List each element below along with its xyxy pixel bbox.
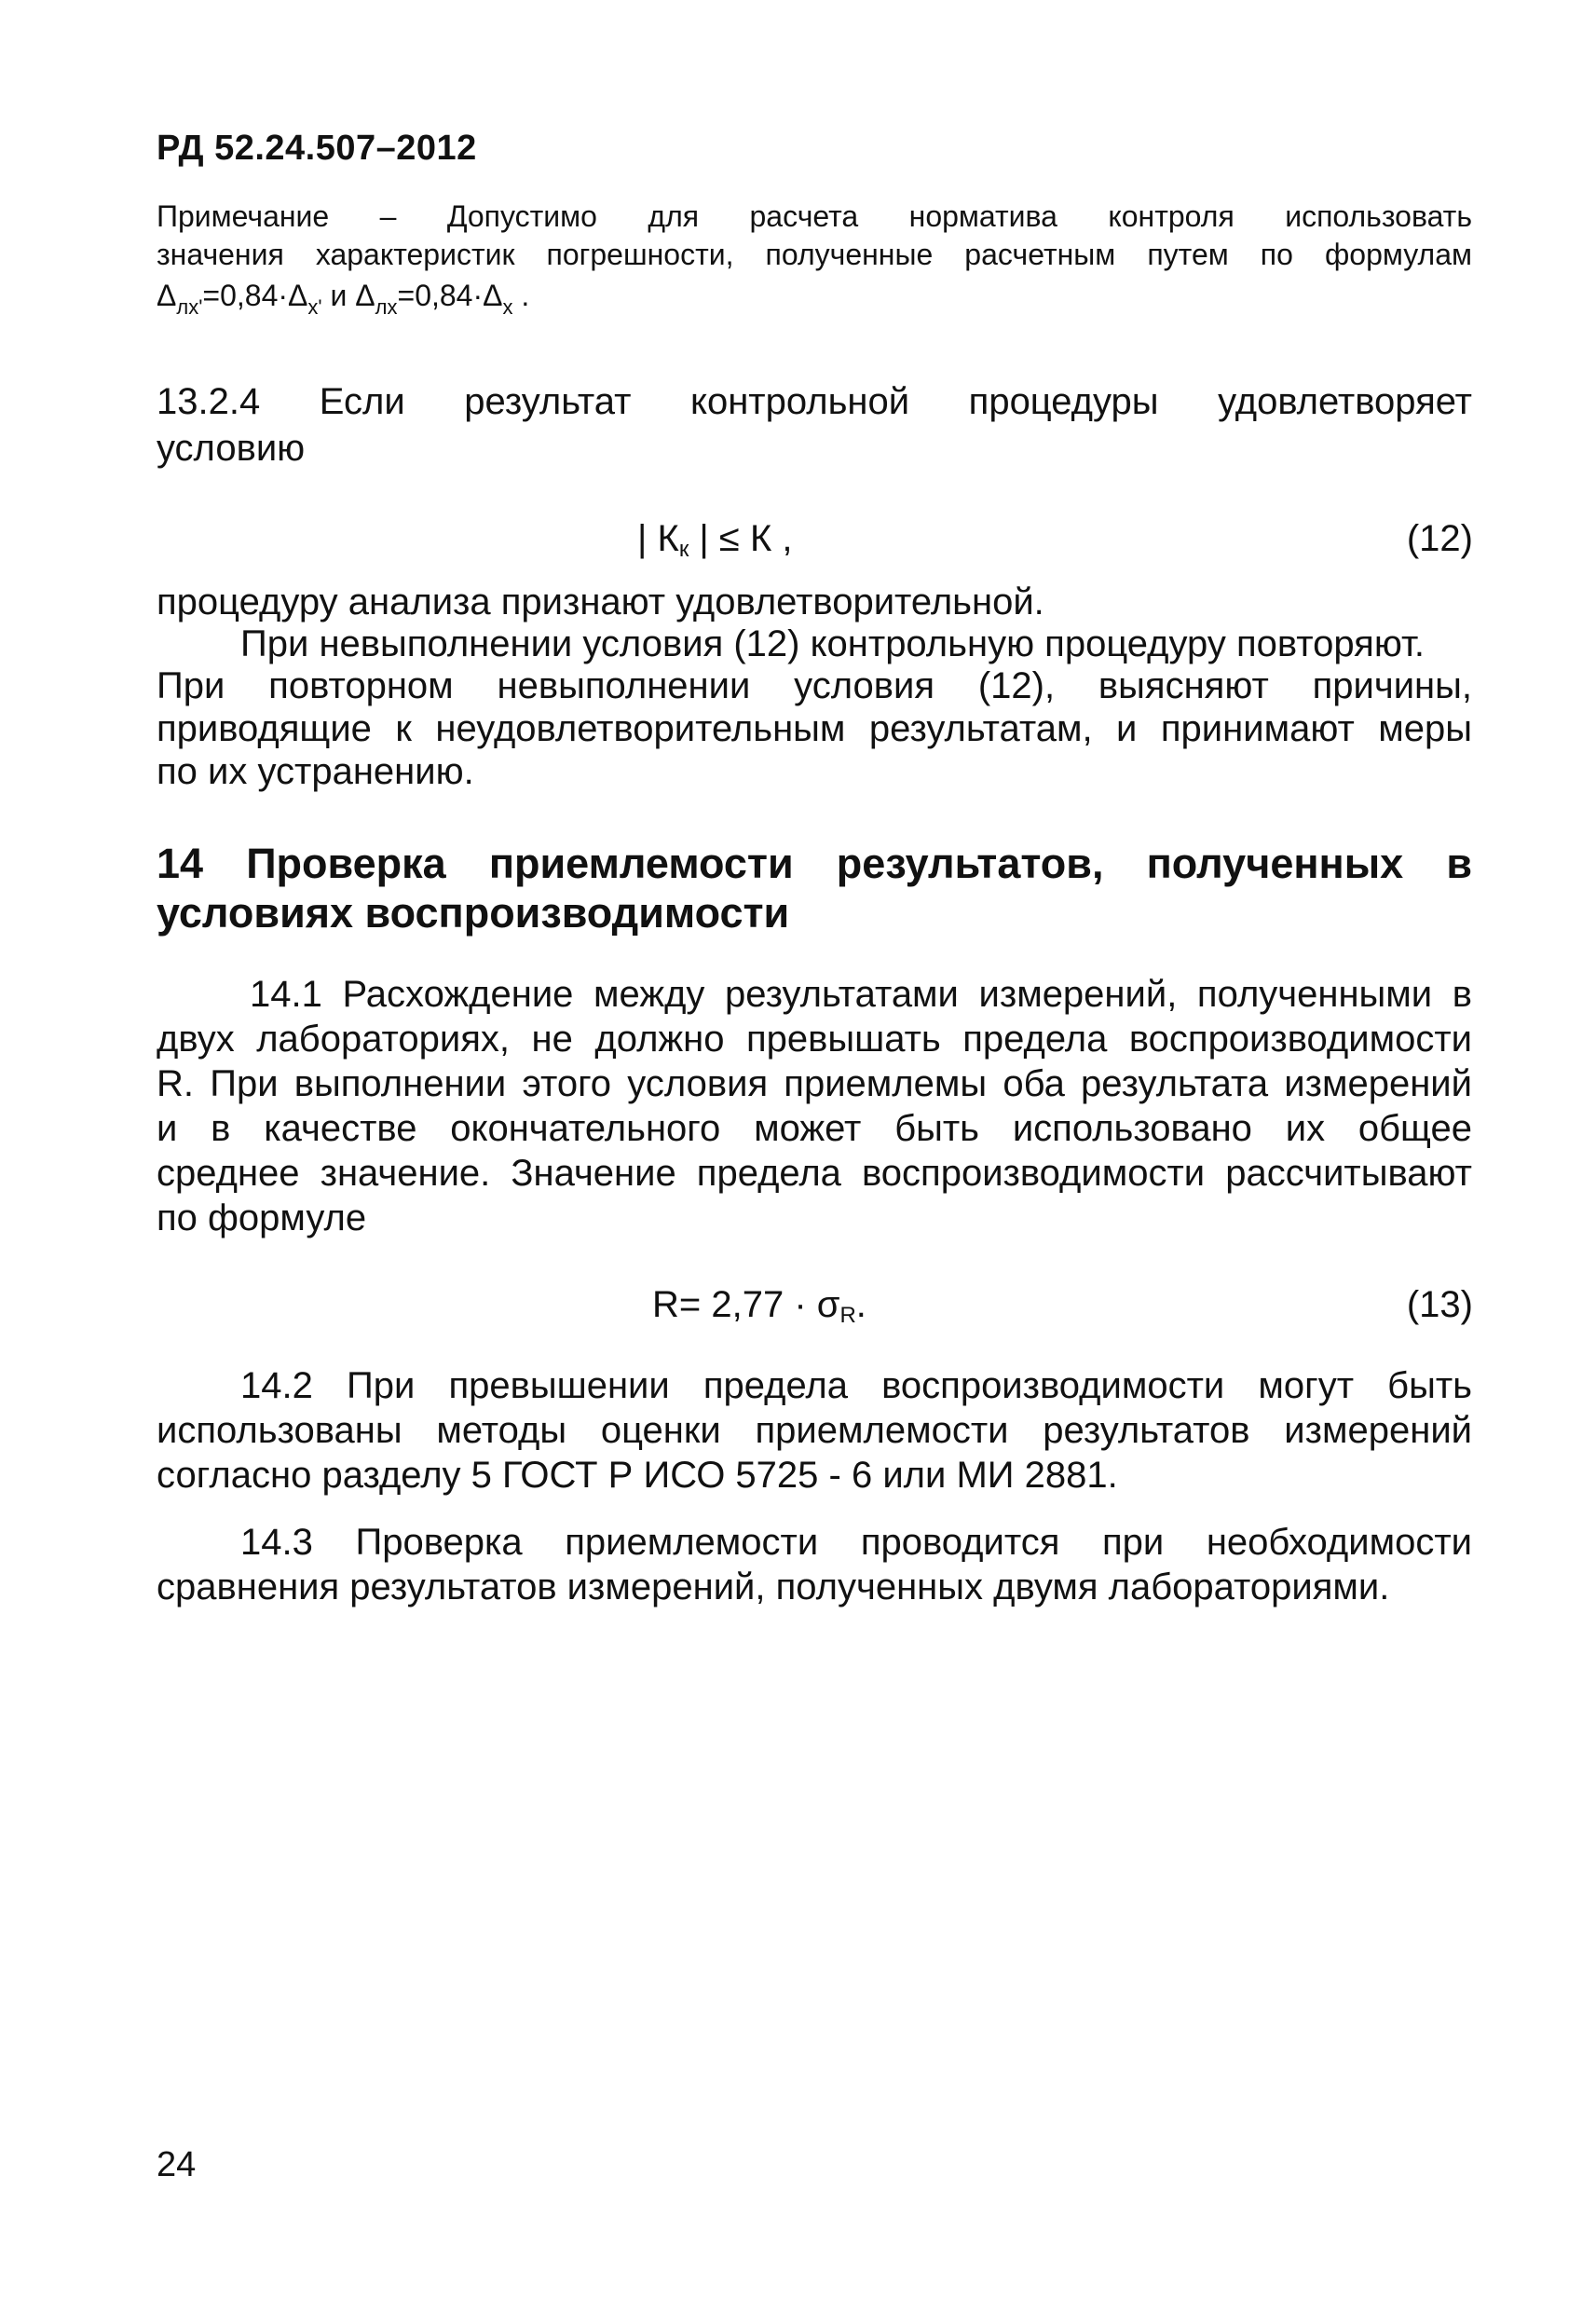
section-14-heading-line-1: 14 Проверка приемлемости результатов, полученных в [157, 840, 1472, 887]
paragraph-14-2-line-2: использованы методы оценки приемлемости результатов измерений [157, 1410, 1472, 1451]
formula-12-number: (12) [1406, 518, 1473, 559]
paragraph-14-2 [157, 1364, 1472, 1498]
delta2-subscript: лх [375, 295, 398, 319]
formula-12-subscript: к [678, 537, 689, 562]
paragraph-14-3 [157, 1521, 1472, 1610]
repeat-paragraph-line-1: При невыполнении условия (12) контрольную процедуру повторяют. [240, 623, 1425, 664]
section-14-heading [157, 839, 1472, 937]
formula-13-number: (13) [1406, 1284, 1473, 1325]
delta2-rhs-symbol: Δ [483, 279, 503, 312]
repeat-paragraph [157, 664, 1472, 793]
paragraph-14-1-line-2: двух лабораториях, не должно превышать предела воспроизводимости [157, 1019, 1472, 1060]
paragraph-14-1-line-5: среднее значение. Значение предела воспроизводимости рассчитывают [157, 1153, 1472, 1194]
page-number: 24 [157, 2145, 197, 2184]
delta2-symbol: Δ [355, 279, 375, 312]
section-13-2-4-conclusion: процедуру анализа признают удовлетворительной. [157, 581, 1044, 622]
document-code: РД 52.24.507–2012 [157, 129, 477, 168]
delta1-symbol: Δ [157, 279, 177, 312]
delta1-rhs-symbol: Δ [288, 279, 308, 312]
repeat-paragraph-line-4: по их устранению. [157, 751, 474, 792]
delta1-rhs-subscript: х' [307, 295, 322, 319]
section-13-2-4-line-1: 13.2.4 Если результат контрольной процедуры удовлетворяет [157, 381, 1472, 422]
note-and: и [321, 279, 356, 312]
paragraph-14-3-line-2: сравнения результатов измерений, полученных двумя лабораториями. [157, 1566, 1390, 1607]
note-end: . [512, 279, 530, 312]
delta1-subscript: лх' [176, 295, 203, 319]
formula-13 [652, 1284, 866, 1326]
section-13-2-4-line-2: условию [157, 428, 306, 469]
formula-13-text: R= 2,77 · σ [652, 1284, 840, 1325]
repeat-paragraph-line-2: При повторном невыполнении условия (12), выясняют причины, [157, 665, 1472, 706]
delta2-equals: =0,84· [397, 279, 484, 312]
paragraph-14-2-line-3: согласно разделу 5 ГОСТ Р ИСО 5725 - 6 или МИ 2881. [157, 1455, 1118, 1496]
note-formula-line [157, 277, 530, 319]
paragraph-14-1-line-6: по формуле [157, 1197, 367, 1238]
note-line-2: значения характеристик погрешности, полученные расчетным путем по формулам [157, 238, 1472, 271]
note-line-1: Примечание – Допустимо для расчета норматива контроля использовать [157, 199, 1472, 233]
repeat-paragraph-line-3: приводящие к неудовлетворительным результатам, и принимают меры [157, 708, 1472, 749]
paragraph-14-1-line-4: и в качестве окончательного может быть использовано их общее [157, 1108, 1472, 1149]
formula-12-lhs: | К [637, 518, 679, 559]
formula-13-end: . [855, 1284, 866, 1325]
paragraph-14-1-line-1: 14.1 Расхождение между результатами измерений, полученными в [250, 974, 1472, 1015]
section-14-heading-line-2: условиях воспроизводимости [157, 889, 790, 937]
formula-12-rhs: | ≤ К , [689, 518, 793, 559]
formula-13-subscript: R [839, 1303, 856, 1328]
paragraph-14-2-line-1: 14.2 При превышении предела воспроизводимости могут быть [240, 1365, 1472, 1406]
paragraph-14-1 [157, 973, 1472, 1241]
paragraph-14-1-line-3: R. При выполнении этого условия приемлемы оба результата измерений [157, 1063, 1472, 1104]
note-block [157, 198, 1472, 274]
paragraph-14-3-line-1: 14.3 Проверка приемлемости проводится при необходимости [240, 1522, 1472, 1563]
delta1-equals: =0,84· [202, 279, 289, 312]
delta2-rhs-subscript: х [502, 295, 513, 319]
formula-12 [637, 518, 793, 560]
